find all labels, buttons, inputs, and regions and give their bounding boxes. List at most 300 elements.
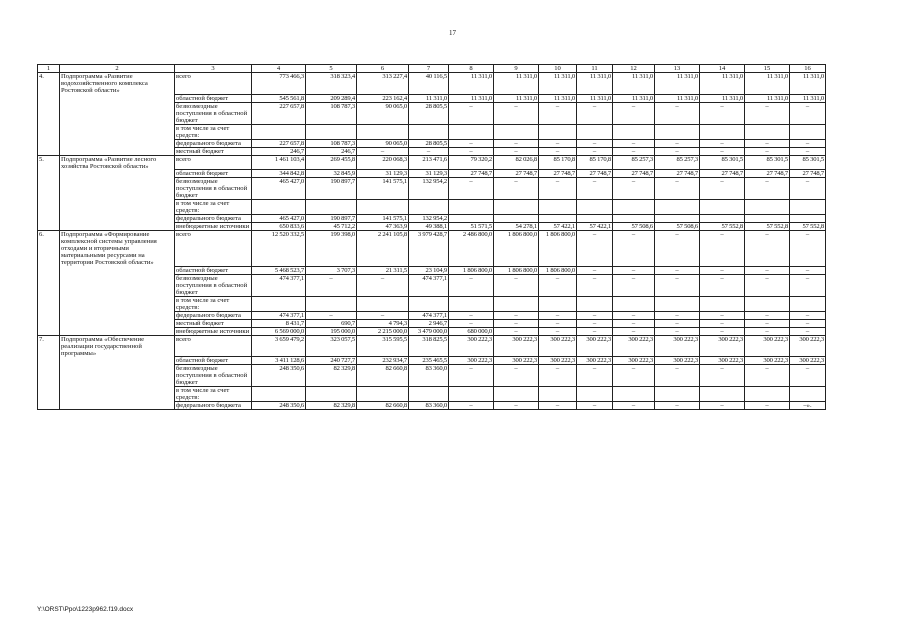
value-cell: 1 806 800,0	[539, 266, 577, 274]
value-cell: –	[577, 102, 613, 124]
value-cell	[449, 215, 494, 223]
value-cell	[306, 387, 357, 402]
value-cell: –	[700, 147, 745, 155]
value-cell: 11 311,0	[745, 94, 790, 102]
value-cell	[306, 124, 357, 139]
value-cell: –	[790, 327, 826, 335]
value-cell: 300 222,3	[494, 335, 539, 357]
value-cell: –	[613, 266, 655, 274]
value-cell: –	[494, 274, 539, 296]
value-cell	[745, 215, 790, 223]
value-cell: 11 311,0	[577, 94, 613, 102]
value-cell: 11 311,0	[449, 73, 494, 95]
value-cell: 195 000,0	[306, 327, 357, 335]
value-cell: –	[306, 274, 357, 296]
value-cell	[539, 296, 577, 311]
value-cell: 300 222,3	[790, 335, 826, 357]
subprogram-name	[60, 200, 175, 215]
value-cell: –	[655, 147, 700, 155]
value-cell: 57 508,6	[613, 223, 655, 231]
value-cell: 31 129,3	[409, 170, 449, 178]
value-cell: 132 954,2	[409, 215, 449, 223]
value-cell: 690,7	[306, 319, 357, 327]
header-cell: 9	[494, 65, 539, 73]
value-cell: –	[494, 327, 539, 335]
value-cell: 300 222,3	[790, 357, 826, 365]
value-cell: –	[745, 402, 790, 410]
value-cell: –	[700, 102, 745, 124]
value-cell	[790, 387, 826, 402]
value-cell: –	[655, 319, 700, 327]
value-cell	[357, 296, 409, 311]
value-cell: 6 569 000,0	[252, 327, 306, 335]
value-cell: –	[745, 147, 790, 155]
value-cell	[539, 215, 577, 223]
value-cell: –	[577, 274, 613, 296]
value-cell: –	[745, 311, 790, 319]
value-cell	[449, 124, 494, 139]
value-cell: –	[613, 327, 655, 335]
value-cell: 300 222,3	[449, 335, 494, 357]
value-cell: 49 388,1	[409, 223, 449, 231]
value-cell: 40 116,5	[409, 73, 449, 95]
funding-source-label: в том числе за счет средств:	[175, 387, 252, 402]
value-cell: 313 227,4	[357, 73, 409, 95]
value-cell	[790, 200, 826, 215]
value-cell: –	[539, 311, 577, 319]
value-cell: 27 748,7	[449, 170, 494, 178]
value-cell: 248 350,6	[252, 365, 306, 387]
value-cell: 190 897,7	[306, 178, 357, 200]
budget-table	[37, 64, 826, 410]
value-cell: –	[790, 178, 826, 200]
subprogram-name	[60, 357, 175, 365]
value-cell: 474 377,1	[252, 311, 306, 319]
value-cell: 11 311,0	[409, 94, 449, 102]
section-number	[38, 124, 60, 139]
section-number	[38, 170, 60, 178]
value-cell: 27 748,7	[539, 170, 577, 178]
value-cell: 1 461 103,4	[252, 155, 306, 170]
value-cell: –	[790, 365, 826, 387]
page-number: 17	[449, 29, 456, 37]
value-cell: –	[613, 231, 655, 267]
value-cell: 190 897,7	[306, 215, 357, 223]
value-cell: 323 057,5	[306, 335, 357, 357]
value-cell: –	[494, 178, 539, 200]
value-cell: –	[577, 139, 613, 147]
value-cell: 11 311,0	[655, 94, 700, 102]
section-number	[38, 200, 60, 215]
value-cell	[357, 387, 409, 402]
value-cell	[539, 200, 577, 215]
value-cell: –	[655, 266, 700, 274]
value-cell: –	[357, 274, 409, 296]
value-cell	[700, 296, 745, 311]
table-row	[38, 231, 826, 267]
value-cell: –	[449, 178, 494, 200]
value-cell	[745, 387, 790, 402]
value-cell: 83 360,0	[409, 402, 449, 410]
value-cell: 90 065,0	[357, 139, 409, 147]
table-row	[38, 170, 826, 178]
subprogram-name	[60, 215, 175, 223]
value-cell	[577, 215, 613, 223]
value-cell: –	[745, 139, 790, 147]
value-cell: 300 222,3	[613, 335, 655, 357]
value-cell: –	[539, 178, 577, 200]
value-cell: –	[613, 139, 655, 147]
value-cell: 57 422,1	[577, 223, 613, 231]
value-cell: 11 311,0	[700, 94, 745, 102]
value-cell	[790, 124, 826, 139]
value-cell: 27 748,7	[790, 170, 826, 178]
value-cell: –	[577, 231, 613, 267]
value-cell: 300 222,3	[577, 335, 613, 357]
value-cell: 2 946,7	[409, 319, 449, 327]
funding-source-label: в том числе за счет средств:	[175, 200, 252, 215]
value-cell: 300 222,3	[655, 357, 700, 365]
value-cell	[577, 200, 613, 215]
subprogram-name	[60, 387, 175, 402]
value-cell: –	[700, 178, 745, 200]
value-cell: –	[449, 102, 494, 124]
value-cell: 47 363,9	[357, 223, 409, 231]
value-cell	[494, 387, 539, 402]
funding-source-label: всего	[175, 231, 252, 267]
table-row	[38, 102, 826, 124]
value-cell	[539, 124, 577, 139]
subprogram-name	[60, 402, 175, 410]
value-cell: –	[494, 319, 539, 327]
funding-source-label: в том числе за счет средств:	[175, 296, 252, 311]
value-cell: 27 748,7	[655, 170, 700, 178]
value-cell	[613, 215, 655, 223]
subprogram-name: Подпрограмма «Развитие водохозяйственного комплекса Ростовской области»	[60, 73, 175, 95]
header-cell: 5	[306, 65, 357, 73]
value-cell: 8 431,7	[252, 319, 306, 327]
value-cell: 141 575,1	[357, 215, 409, 223]
value-cell: 45 712,2	[306, 223, 357, 231]
value-cell: 27 748,7	[577, 170, 613, 178]
value-cell: –	[409, 147, 449, 155]
value-cell	[252, 296, 306, 311]
value-cell: –	[700, 266, 745, 274]
value-cell	[449, 200, 494, 215]
value-cell: 232 934,7	[357, 357, 409, 365]
value-cell: 318 323,4	[306, 73, 357, 95]
value-cell: 2 215 000,0	[357, 327, 409, 335]
funding-source-label: областной бюджет	[175, 170, 252, 178]
value-cell	[700, 215, 745, 223]
value-cell: –	[539, 102, 577, 124]
value-cell: 11 311,0	[539, 94, 577, 102]
value-cell	[700, 387, 745, 402]
value-cell: –	[655, 311, 700, 319]
value-cell: –	[577, 311, 613, 319]
value-cell: –	[577, 266, 613, 274]
subprogram-name	[60, 102, 175, 124]
section-number	[38, 365, 60, 387]
value-cell: –	[790, 102, 826, 124]
value-cell: 1 806 800,0	[494, 266, 539, 274]
header-cell: 1	[38, 65, 60, 73]
value-cell: 27 748,7	[745, 170, 790, 178]
value-cell	[577, 387, 613, 402]
value-cell	[409, 387, 449, 402]
value-cell: 11 311,0	[577, 73, 613, 95]
section-number	[38, 147, 60, 155]
subprogram-name	[60, 223, 175, 231]
value-cell: –	[613, 274, 655, 296]
value-cell	[613, 387, 655, 402]
section-number	[38, 357, 60, 365]
value-cell: 82 026,8	[494, 155, 539, 170]
value-cell	[655, 124, 700, 139]
value-cell	[494, 124, 539, 139]
table-row	[38, 155, 826, 170]
value-cell: 23 104,9	[409, 266, 449, 274]
value-cell: –	[494, 365, 539, 387]
funding-source-label: областной бюджет	[175, 94, 252, 102]
value-cell: –	[613, 402, 655, 410]
value-cell: 545 561,8	[252, 94, 306, 102]
value-cell: 21 311,5	[357, 266, 409, 274]
table-row	[38, 402, 826, 410]
funding-source-label: всего	[175, 73, 252, 95]
value-cell: 11 311,0	[613, 94, 655, 102]
value-cell: 4 794,3	[357, 319, 409, 327]
value-cell: 269 455,8	[306, 155, 357, 170]
value-cell: 246,7	[306, 147, 357, 155]
value-cell: –	[700, 365, 745, 387]
value-cell	[655, 296, 700, 311]
value-cell: 300 222,3	[539, 357, 577, 365]
section-number: 4.	[38, 73, 60, 95]
section-number: 6.	[38, 231, 60, 267]
value-cell: 85 170,8	[577, 155, 613, 170]
file-path-footer: Y:\ORST\Ppo\1223p962.f19.docx	[37, 606, 134, 613]
value-cell: –	[539, 402, 577, 410]
value-cell: –	[539, 147, 577, 155]
table-row	[38, 215, 826, 223]
value-cell: 300 222,3	[745, 335, 790, 357]
subprogram-name	[60, 178, 175, 200]
value-cell: –	[613, 365, 655, 387]
value-cell	[700, 124, 745, 139]
header-cell: 7	[409, 65, 449, 73]
value-cell: 85 257,3	[655, 155, 700, 170]
value-cell: 318 825,5	[409, 335, 449, 357]
value-cell: 83 360,0	[409, 365, 449, 387]
table-row	[38, 387, 826, 402]
value-cell: 300 222,3	[577, 357, 613, 365]
value-cell: –	[613, 319, 655, 327]
value-cell: 108 787,3	[306, 102, 357, 124]
section-number: 5.	[38, 155, 60, 170]
value-cell: 27 748,7	[700, 170, 745, 178]
value-cell: 51 571,5	[449, 223, 494, 231]
table-row	[38, 124, 826, 139]
value-cell: –	[539, 365, 577, 387]
subprogram-name	[60, 124, 175, 139]
value-cell: 300 222,3	[655, 335, 700, 357]
funding-source-label: безвозмездные поступления в областной бюджет	[175, 178, 252, 200]
value-cell: 474 377,1	[252, 274, 306, 296]
value-cell	[409, 200, 449, 215]
value-cell: 11 311,0	[700, 73, 745, 95]
value-cell: –	[613, 311, 655, 319]
subprogram-name	[60, 327, 175, 335]
value-cell: 82 329,8	[306, 402, 357, 410]
value-cell: 27 748,7	[494, 170, 539, 178]
value-cell: 32 845,9	[306, 170, 357, 178]
section-number	[38, 94, 60, 102]
value-cell: 82 660,8	[357, 365, 409, 387]
value-cell	[577, 124, 613, 139]
value-cell: 773 466,3	[252, 73, 306, 95]
value-cell: 300 222,3	[494, 357, 539, 365]
value-cell: 28 805,5	[409, 102, 449, 124]
subprogram-name: Подпрограмма «Обеспечение реализации государственной программы»	[60, 335, 175, 357]
value-cell: –	[745, 365, 790, 387]
value-cell: 1 806 800,0	[494, 231, 539, 267]
value-cell	[252, 387, 306, 402]
value-cell: 57 552,8	[700, 223, 745, 231]
section-number	[38, 387, 60, 402]
value-cell: –	[577, 178, 613, 200]
subprogram-name	[60, 139, 175, 147]
table-row	[38, 73, 826, 95]
table-row	[38, 266, 826, 274]
value-cell	[494, 215, 539, 223]
value-cell: –	[655, 274, 700, 296]
table-row	[38, 94, 826, 102]
value-cell: 85 257,3	[613, 155, 655, 170]
value-cell: 108 787,3	[306, 139, 357, 147]
value-cell: 85 301,5	[745, 155, 790, 170]
value-cell: 300 222,3	[745, 357, 790, 365]
value-cell	[357, 124, 409, 139]
funding-source-label: местный бюджет	[175, 319, 252, 327]
value-cell	[409, 296, 449, 311]
value-cell: –	[655, 102, 700, 124]
value-cell	[357, 200, 409, 215]
value-cell: 209 289,4	[306, 94, 357, 102]
value-cell	[449, 296, 494, 311]
value-cell	[539, 387, 577, 402]
header-cell: 12	[613, 65, 655, 73]
funding-source-label: федерального бюджета	[175, 139, 252, 147]
value-cell: –	[494, 402, 539, 410]
table-row	[38, 319, 826, 327]
table-row	[38, 274, 826, 296]
section-number	[38, 266, 60, 274]
value-cell: 300 222,3	[539, 335, 577, 357]
value-cell: 235 465,5	[409, 357, 449, 365]
value-cell: –	[790, 319, 826, 327]
value-cell: 57 552,8	[790, 223, 826, 231]
value-cell: 213 471,6	[409, 155, 449, 170]
table-row	[38, 139, 826, 147]
value-cell: 300 222,3	[700, 335, 745, 357]
value-cell: 11 311,0	[494, 73, 539, 95]
value-cell	[745, 124, 790, 139]
value-cell: –	[357, 311, 409, 319]
value-cell: 11 311,0	[790, 73, 826, 95]
value-cell: –	[577, 327, 613, 335]
value-cell: –	[745, 178, 790, 200]
value-cell: –	[700, 402, 745, 410]
value-cell: 3 479 000,0	[409, 327, 449, 335]
table-row	[38, 365, 826, 387]
value-cell: 54 278,1	[494, 223, 539, 231]
section-number	[38, 274, 60, 296]
value-cell: 57 552,8	[745, 223, 790, 231]
value-cell: –	[449, 319, 494, 327]
value-cell: 11 311,0	[494, 94, 539, 102]
funding-source-label: областной бюджет	[175, 357, 252, 365]
value-cell: 300 222,3	[449, 357, 494, 365]
value-cell: –	[700, 311, 745, 319]
value-cell: 300 222,3	[613, 357, 655, 365]
value-cell: –	[790, 139, 826, 147]
section-number	[38, 178, 60, 200]
table-row	[38, 327, 826, 335]
table-row	[38, 178, 826, 200]
funding-source-label: безвозмездные поступления в областной бюджет	[175, 365, 252, 387]
value-cell	[745, 296, 790, 311]
value-cell: –	[494, 147, 539, 155]
header-cell: 10	[539, 65, 577, 73]
value-cell: –	[700, 139, 745, 147]
value-cell: 28 805,5	[409, 139, 449, 147]
value-cell: 2 486 800,0	[449, 231, 494, 267]
value-cell: –	[539, 139, 577, 147]
value-cell: 248 350,6	[252, 402, 306, 410]
value-cell	[306, 200, 357, 215]
header-cell: 8	[449, 65, 494, 73]
value-cell: 85 301,5	[700, 155, 745, 170]
value-cell: –	[449, 139, 494, 147]
value-cell: 11 311,0	[613, 73, 655, 95]
value-cell: 223 162,4	[357, 94, 409, 102]
value-cell	[655, 387, 700, 402]
value-cell: –	[745, 102, 790, 124]
value-cell: 12 520 332,5	[252, 231, 306, 267]
value-cell: 650 833,6	[252, 223, 306, 231]
funding-source-label: внебюджетные источники	[175, 327, 252, 335]
section-number	[38, 215, 60, 223]
funding-source-label: федерального бюджета	[175, 311, 252, 319]
value-cell: 220 068,3	[357, 155, 409, 170]
value-cell: 315 595,5	[357, 335, 409, 357]
value-cell	[700, 200, 745, 215]
header-cell: 4	[252, 65, 306, 73]
value-cell	[494, 296, 539, 311]
value-cell: –	[577, 319, 613, 327]
value-cell: 11 311,0	[539, 73, 577, 95]
value-cell: 344 842,8	[252, 170, 306, 178]
header-cell: 3	[175, 65, 252, 73]
subprogram-name	[60, 170, 175, 178]
table-header-row	[38, 65, 826, 73]
value-cell	[790, 215, 826, 223]
funding-source-label: безвозмездные поступления в областной бюджет	[175, 102, 252, 124]
section-number	[38, 223, 60, 231]
value-cell: –	[539, 327, 577, 335]
value-cell: 85 170,8	[539, 155, 577, 170]
